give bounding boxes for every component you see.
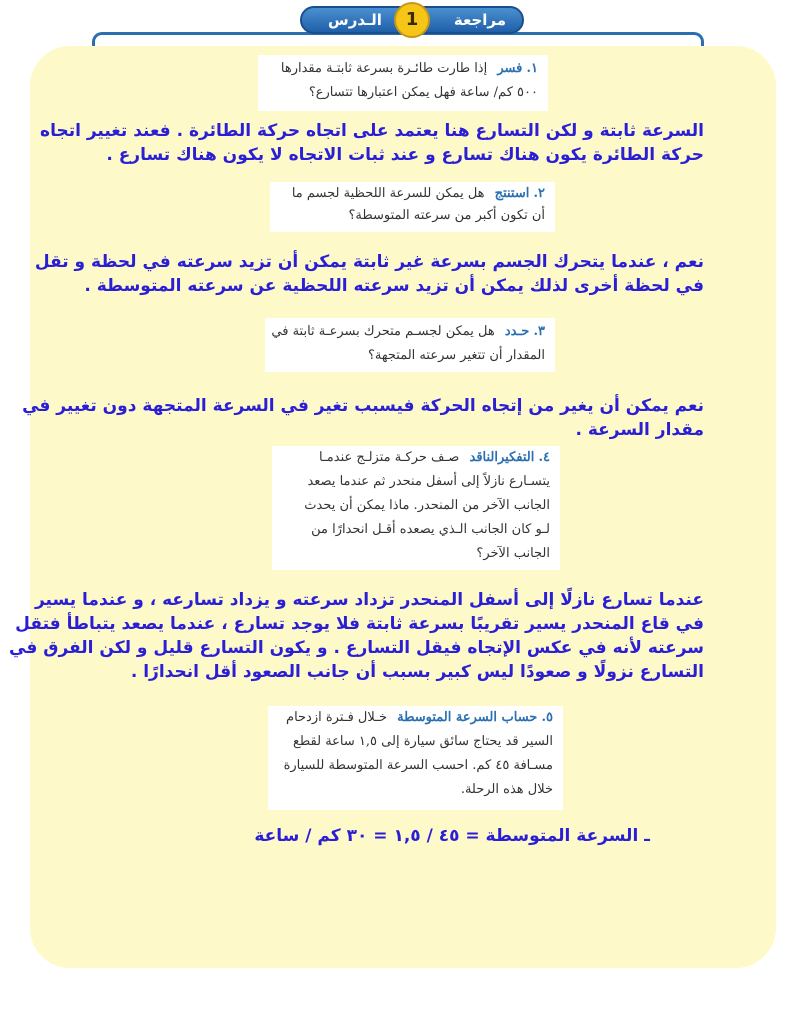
question-text: خلال هذه الرحلة.: [460, 782, 553, 797]
question-5: [268, 706, 563, 810]
lesson-label: الـدرس: [328, 11, 382, 29]
answer-line: السرعة ثابتة و لكن التسارع هنا يعتمد على اتجاه حركة الطائرة . فعند تغيير اتجاه: [40, 121, 704, 141]
question-text: مسـافة ٤٥ كم. احسب السرعة المتوسطة للسيارة: [283, 758, 553, 773]
question-text: الجانب الآخر من المنحدر. ماذا يمكن أن يحدث: [304, 498, 550, 513]
question-number: ٤.: [538, 450, 550, 465]
answer-4: [9, 588, 704, 684]
answer-line: التسارع نزولًا و صعودًا ليس كبير بسبب أن جانب الصعود أقل انحدارًا .: [130, 662, 704, 682]
question-4: [272, 446, 560, 570]
question-text: أن تكون أكبر من سرعته المتوسطة؟: [348, 208, 545, 223]
answer-1: [40, 119, 704, 167]
question-keyword: استنتج: [494, 186, 530, 201]
answer-2: [35, 250, 704, 298]
answer-3: [22, 394, 704, 442]
answer-line: ـ السرعة المتوسطة = ٤٥ / ١,٥ = ٣٠ كم / ساعة: [254, 826, 650, 846]
answer-line: نعم ، عندما يتحرك الجسم بسرعة غير ثابتة يمكن أن تزيد سرعته في لحظة و تقل: [34, 252, 704, 272]
answer-line: مقدار السرعة .: [575, 420, 704, 440]
question-keyword: التفكيرالناقد: [469, 450, 535, 465]
question-number: ٣.: [533, 324, 545, 339]
review-label: مراجعة: [453, 11, 506, 29]
question-text: خـلال فـترة ازدحام: [286, 710, 387, 725]
question-text: لـو كان الجانب الـذي يصعده أقـل انحدارًا من: [311, 522, 550, 537]
answer-line: في قاع المنحدر يسير تقريبًا بسرعة ثابتة فلا يوجد تسارع ، عندما يصعد يتباطأ فتقل: [15, 614, 704, 634]
question-text: هل يمكن لجسـم متحرك بسرعـة ثابتة في: [271, 324, 495, 339]
question-number: ٢.: [533, 186, 545, 201]
answer-line: في لحظة أخرى لذلك يمكن أن تزيد سرعته اللحظية عن سرعته المتوسطة .: [84, 276, 704, 296]
question-3: [265, 318, 555, 372]
answer-line: عندما تسارع نازلًا إلى أسفل المنحدر تزداد سرعته و يزداد تسارعه ، و عندما يسير: [34, 590, 704, 610]
question-text: المقدار أن تتغير سرعته المتجهة؟: [368, 348, 545, 363]
question-number: ٥.: [541, 710, 553, 725]
question-text: صـف حركـة متزلـج عندمـا: [319, 450, 460, 465]
question-text: ٥٠٠ كم/ ساعة فهل يمكن اعتبارها تتسارع؟: [308, 85, 538, 100]
question-text: هل يمكن للسرعة اللحظية لجسم ما: [291, 186, 485, 201]
question-keyword: حساب السرعة المتوسطة: [397, 710, 538, 725]
question-keyword: فسر: [497, 61, 523, 76]
question-text: السير قد يحتاج سائق سيارة إلى ١,٥ ساعة لقطع: [292, 734, 553, 749]
question-number: ١.: [526, 61, 538, 76]
answer-line: سرعته لأنه في عكس الإتجاه فيقل التسارع . و يكون التسارع قليل و لكن الفرق في: [9, 638, 704, 658]
answer-5: [254, 824, 650, 848]
question-keyword: حـدد: [504, 324, 530, 339]
answer-line: حركة الطائرة يكون هناك تسارع و عند ثبات الاتجاه لا يكون هناك تسارع .: [106, 145, 704, 165]
question-1: [258, 55, 548, 111]
question-text: يتسـارع نازلاً إلى أسفل منحدر ثم عندما يصعد: [307, 474, 550, 489]
lesson-review-tab: [300, 6, 524, 34]
question-2: [270, 182, 555, 232]
lesson-number-badge: 1: [394, 2, 430, 38]
answer-line: نعم يمكن أن يغير من إتجاه الحركة فيسبب تغير في السرعة المتجهة دون تغيير في: [22, 396, 704, 416]
question-text: الجانب الآخر؟: [476, 546, 550, 561]
question-text: إذا طارت طائـرة بسرعة ثابتـة مقدارها: [280, 61, 488, 76]
